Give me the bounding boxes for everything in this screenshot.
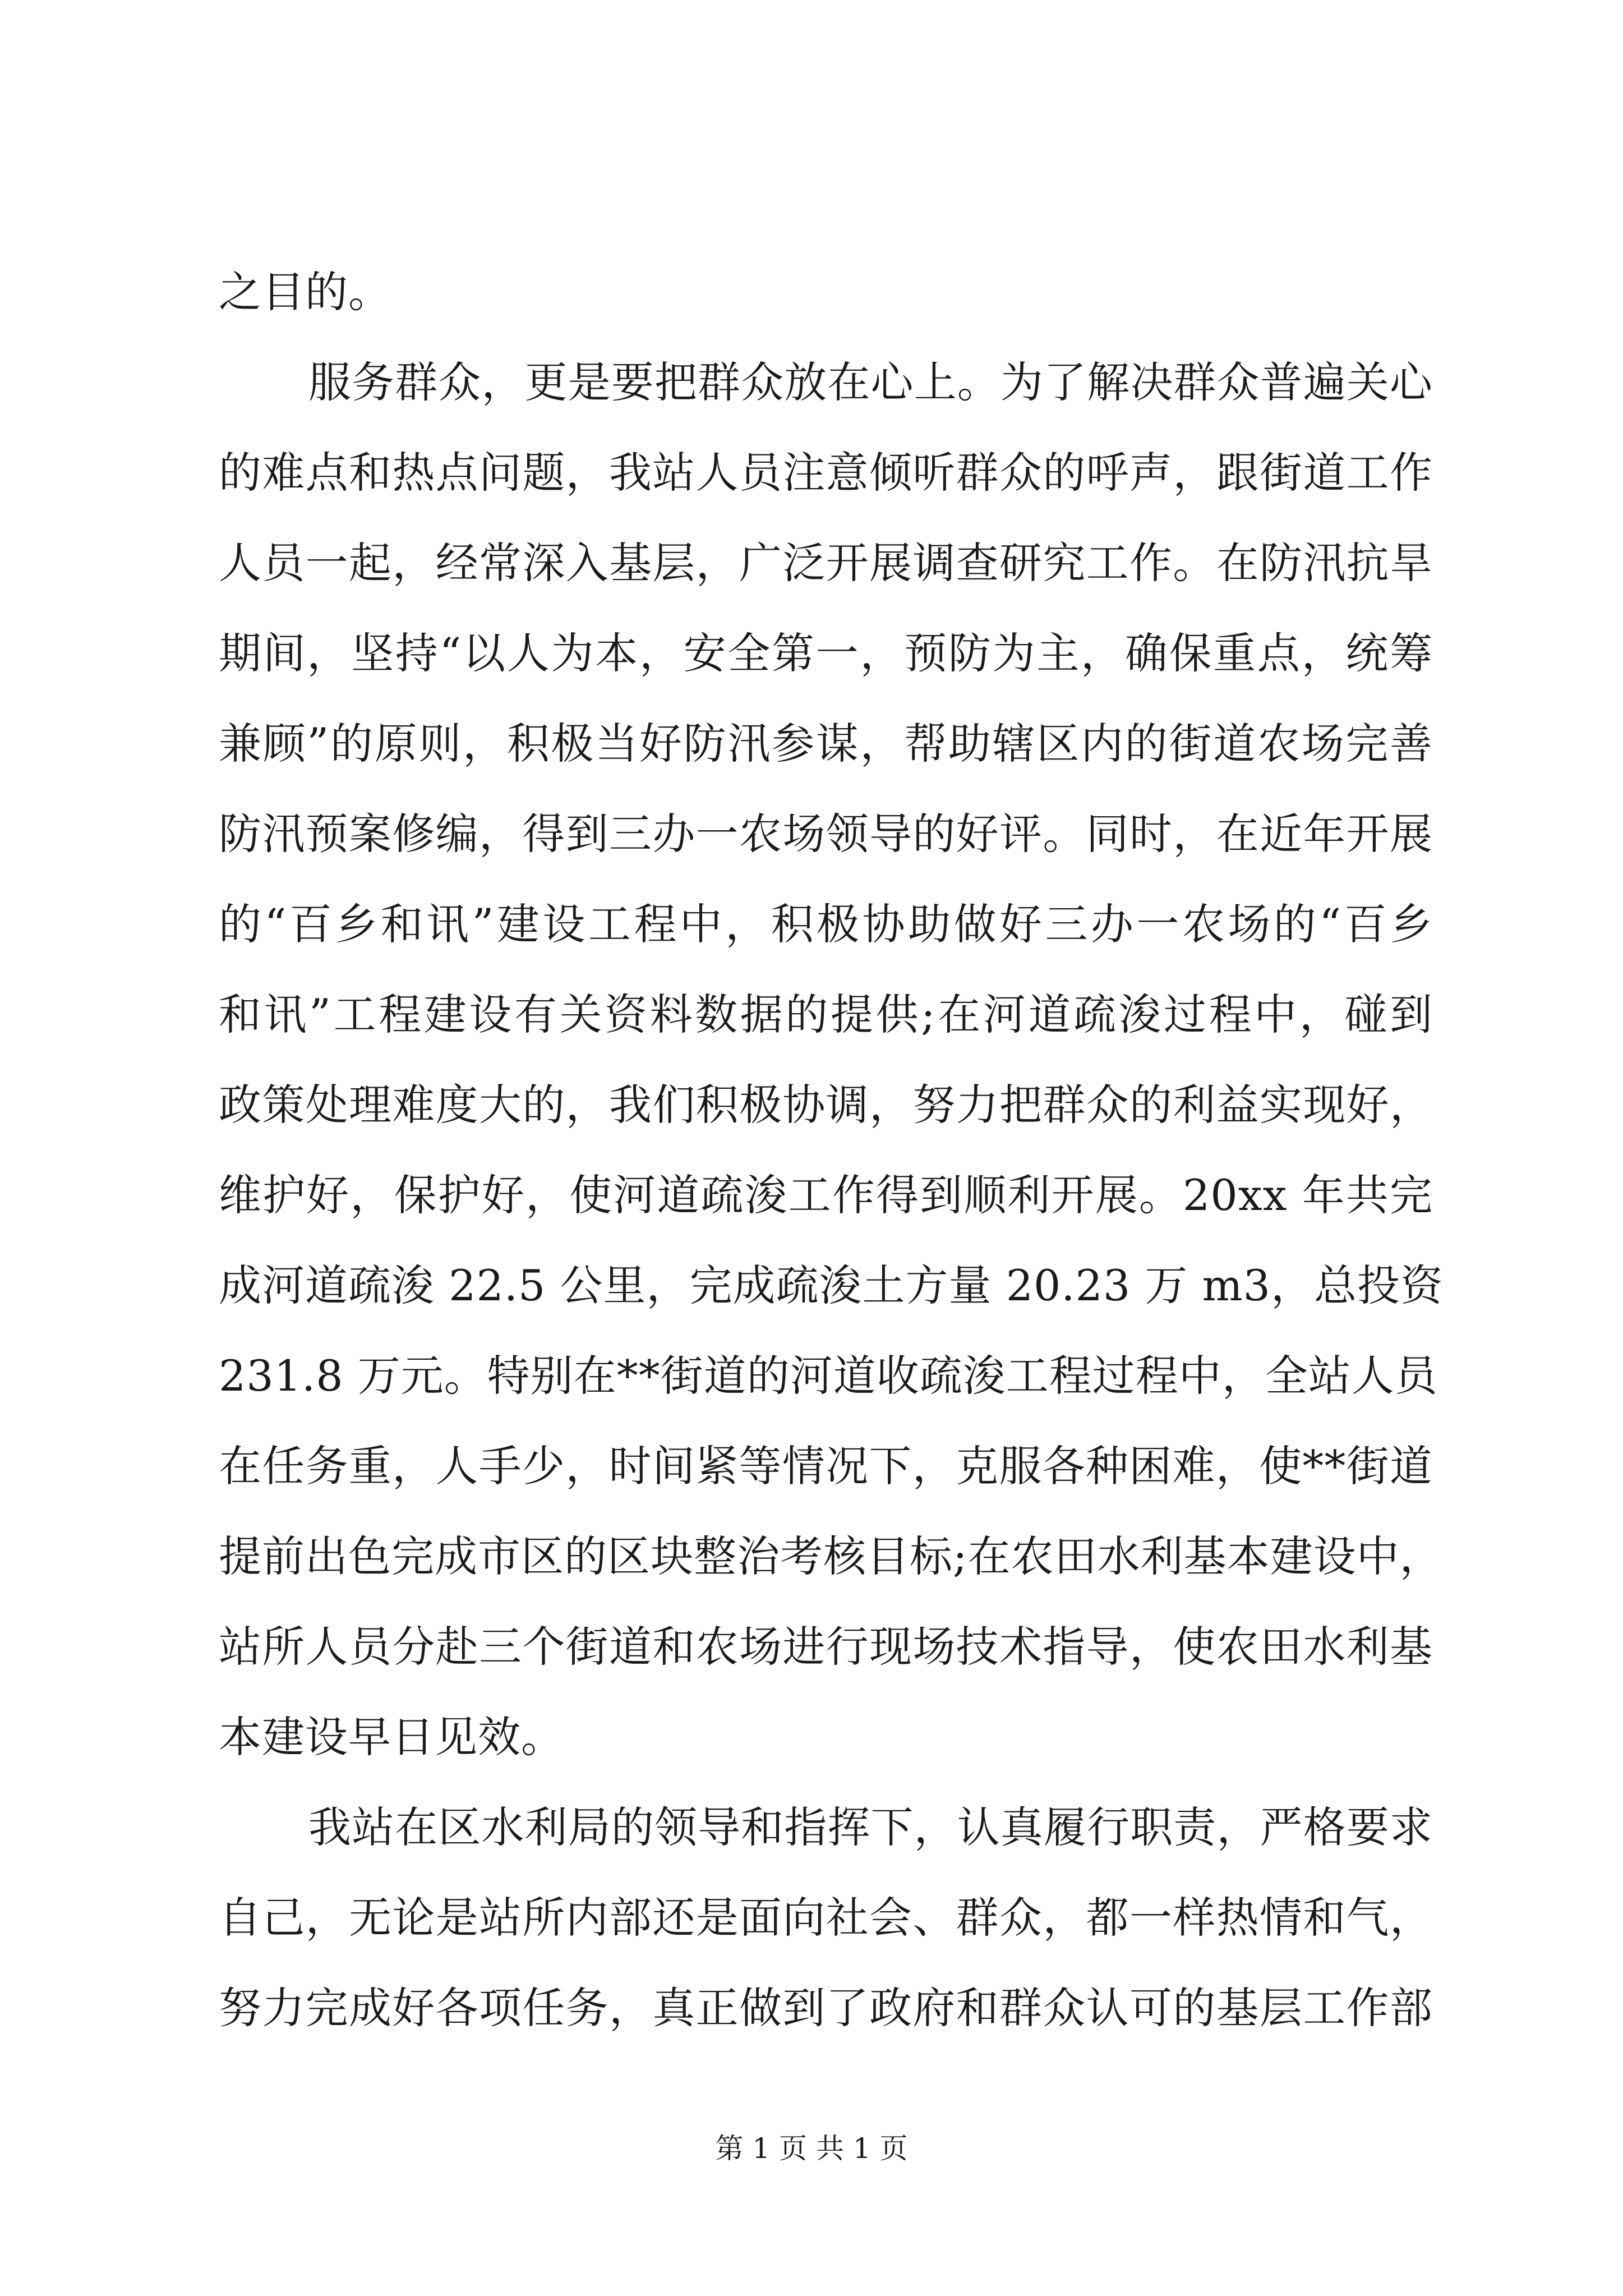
text-line: 本建设早日见效。 [219,1712,564,1762]
text-line: 提前出色完成市区的区块整治考核目标;在农田水利基本建设中， [219,1531,1443,1581]
text-line: 231.8 万元。特别在**街道的河道收疏浚工程过程中，全站人员 [219,1351,1438,1401]
text-line: 服务群众，更是要把群众放在心上。为了解决群众普遍关心 [308,357,1433,407]
text-line: 站所人员分赴三个街道和农场进行现场技术指导，使农田水利基 [219,1622,1433,1672]
text-line: 我站在区水利局的领导和指挥下，认真履行职责，严格要求 [308,1802,1433,1852]
text-line: 政策处理难度大的，我们积极协调，努力把群众的利益实现好， [219,1080,1433,1130]
page-footer [0,2126,1623,2166]
text-line: 在任务重，人手少，时间紧等情况下，克服各种困难，使**街道 [219,1441,1433,1491]
text-line: 努力完成好各项任务，真正做到了政府和群众认可的基层工作部 [219,1983,1433,2033]
text-line: 成河道疏浚 22.5 公里，完成疏浚土方量 20.23 万 m3，总投资 [219,1260,1444,1310]
text-line: 维护好，保护好，使河道疏浚工作得到顺利开展。20xx 年共完 [219,1170,1433,1220]
text-line: 自己，无论是站所内部还是面向社会、群众，都一样热情和气， [219,1893,1433,1943]
text-line: 的难点和热点问题，我站人员注意倾听群众的呼声，跟街道工作 [219,448,1433,498]
text-line: 和讯”工程建设有关资料数据的提供;在河道疏浚过程中，碰到 [219,990,1433,1039]
text-line: 之目的。 [219,267,391,317]
text-line: 的“百乡和讯”建设工程中，积极协助做好三办一农场的“百乡 [219,899,1433,949]
body-text [219,247,1444,2053]
text-line: 防汛预案修编，得到三办一农场领导的好评。同时，在近年开展 [219,809,1433,859]
text-line: 期间，坚持“以人为本，安全第一，预防为主，确保重点，统筹 [219,628,1433,678]
page-number-label: 第 1 页 共 1 页 [715,2132,908,2165]
text-line: 兼顾”的原则，积极当好防汛参谋，帮助辖区内的街道农场完善 [219,719,1433,769]
text-line: 人员一起，经常深入基层，广泛开展调查研究工作。在防汛抗旱 [219,538,1433,588]
